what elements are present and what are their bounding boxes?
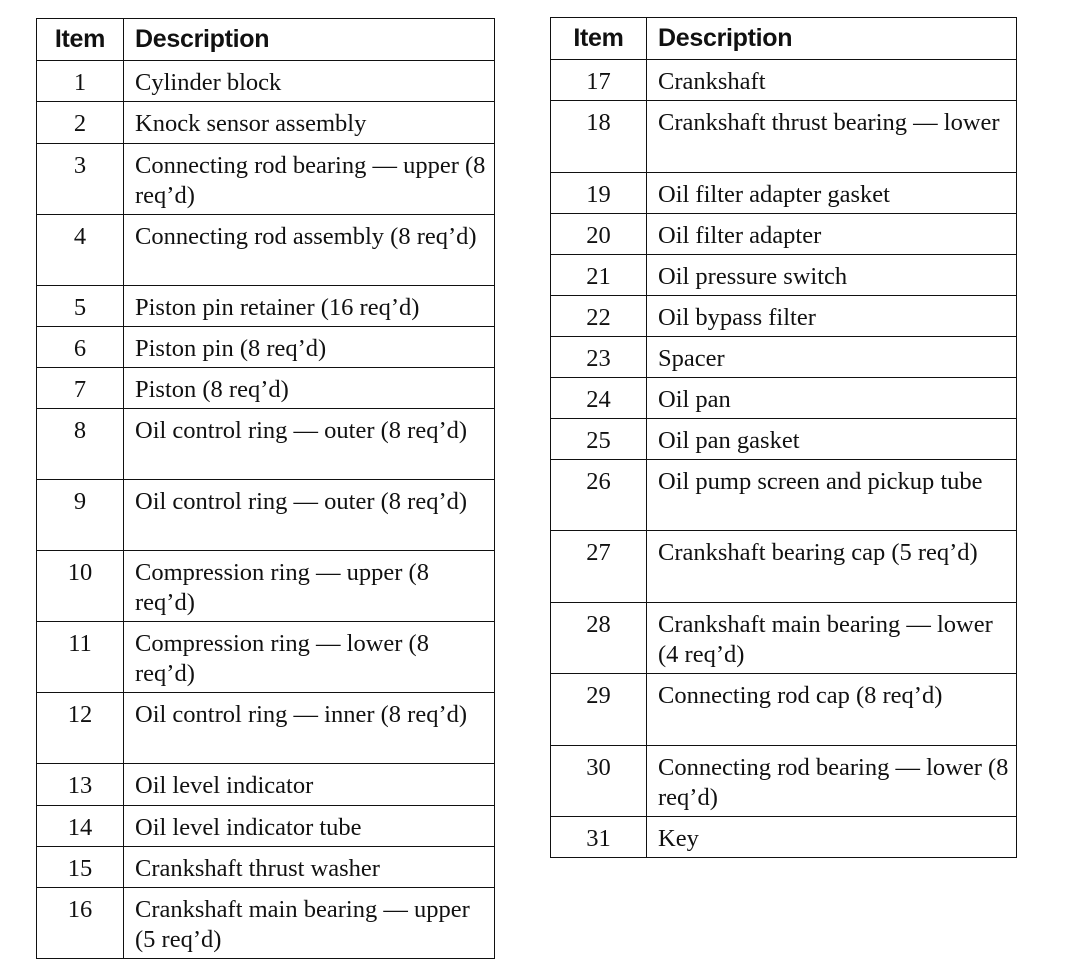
table-row <box>37 693 495 764</box>
item-description: Oil control ring — outer (8 req’d) <box>124 480 495 551</box>
item-description: Compression ring — lower (8 req’d) <box>124 622 495 693</box>
item-number: 12 <box>37 693 124 764</box>
table-row <box>37 214 495 285</box>
table-row <box>551 745 1017 817</box>
header-row <box>551 18 1017 60</box>
item-description: Oil level indicator <box>124 764 495 805</box>
item-description: Oil pressure switch <box>647 254 1017 295</box>
item-number: 24 <box>551 377 647 418</box>
item-number: 11 <box>37 622 124 693</box>
table-row <box>37 888 495 959</box>
item-description: Piston pin (8 req’d) <box>124 326 495 367</box>
item-description: Connecting rod bearing — upper (8 req’d) <box>124 143 495 214</box>
item-description: Piston (8 req’d) <box>124 368 495 409</box>
item-description: Crankshaft main bearing — lower (4 req’d) <box>647 602 1017 674</box>
item-number: 23 <box>551 336 647 377</box>
table-row <box>551 531 1017 603</box>
item-number: 5 <box>37 285 124 326</box>
item-number: 9 <box>37 480 124 551</box>
item-number: 6 <box>37 326 124 367</box>
table-row <box>37 285 495 326</box>
item-description: Crankshaft thrust bearing — lower <box>647 101 1017 173</box>
item-description: Connecting rod assembly (8 req’d) <box>124 214 495 285</box>
item-number: 28 <box>551 602 647 674</box>
table-row <box>37 480 495 551</box>
item-number: 29 <box>551 674 647 746</box>
item-number: 31 <box>551 817 647 858</box>
item-number: 27 <box>551 531 647 603</box>
table-row <box>37 805 495 846</box>
item-description: Piston pin retainer (16 req’d) <box>124 285 495 326</box>
item-description: Spacer <box>647 336 1017 377</box>
table-row <box>37 368 495 409</box>
item-description: Connecting rod cap (8 req’d) <box>647 674 1017 746</box>
item-number: 3 <box>37 143 124 214</box>
table-row <box>551 602 1017 674</box>
item-number: 18 <box>551 101 647 173</box>
table-row <box>37 764 495 805</box>
item-number: 20 <box>551 213 647 254</box>
item-number: 30 <box>551 745 647 817</box>
item-description: Oil level indicator tube <box>124 805 495 846</box>
item-description: Compression ring — upper (8 req’d) <box>124 551 495 622</box>
item-description: Oil filter adapter <box>647 213 1017 254</box>
table-row <box>551 295 1017 336</box>
item-number: 13 <box>37 764 124 805</box>
table-row <box>37 61 495 102</box>
table-row <box>551 336 1017 377</box>
item-description: Connecting rod bearing — lower (8 req’d) <box>647 745 1017 817</box>
item-description: Oil control ring — inner (8 req’d) <box>124 693 495 764</box>
table-row <box>551 418 1017 459</box>
table-row <box>551 459 1017 531</box>
item-description: Cylinder block <box>124 61 495 102</box>
table-row <box>37 551 495 622</box>
item-description: Key <box>647 817 1017 858</box>
item-number: 26 <box>551 459 647 531</box>
item-column-header: Item <box>37 19 124 61</box>
item-number: 1 <box>37 61 124 102</box>
item-description: Oil pan gasket <box>647 418 1017 459</box>
item-number: 21 <box>551 254 647 295</box>
parts-table-left <box>36 18 495 959</box>
description-column-header: Description <box>124 19 495 61</box>
item-description: Crankshaft <box>647 60 1017 101</box>
header-row <box>37 19 495 61</box>
table-row <box>551 817 1017 858</box>
item-description: Knock sensor assembly <box>124 102 495 143</box>
item-number: 16 <box>37 888 124 959</box>
table-row <box>551 213 1017 254</box>
item-description: Oil pan <box>647 377 1017 418</box>
item-number: 2 <box>37 102 124 143</box>
item-number: 25 <box>551 418 647 459</box>
item-number: 15 <box>37 847 124 888</box>
item-description: Crankshaft bearing cap (5 req’d) <box>647 531 1017 603</box>
item-number: 10 <box>37 551 124 622</box>
table-row <box>37 143 495 214</box>
table-row <box>37 847 495 888</box>
item-number: 19 <box>551 172 647 213</box>
item-number: 4 <box>37 214 124 285</box>
item-number: 22 <box>551 295 647 336</box>
item-description: Crankshaft main bearing — upper (5 req’d) <box>124 888 495 959</box>
description-column-header: Description <box>647 18 1017 60</box>
table-row <box>37 102 495 143</box>
item-number: 7 <box>37 368 124 409</box>
item-number: 14 <box>37 805 124 846</box>
table-row <box>37 326 495 367</box>
table-row <box>37 622 495 693</box>
parts-table-right <box>550 17 1017 858</box>
item-description: Crankshaft thrust washer <box>124 847 495 888</box>
item-description: Oil filter adapter gasket <box>647 172 1017 213</box>
table-row <box>551 254 1017 295</box>
table-row <box>551 674 1017 746</box>
item-description: Oil pump screen and pickup tube <box>647 459 1017 531</box>
item-number: 17 <box>551 60 647 101</box>
item-number: 8 <box>37 409 124 480</box>
item-column-header: Item <box>551 18 647 60</box>
table-row <box>551 101 1017 173</box>
item-description: Oil control ring — outer (8 req’d) <box>124 409 495 480</box>
item-description: Oil bypass filter <box>647 295 1017 336</box>
table-row <box>551 377 1017 418</box>
table-row <box>37 409 495 480</box>
table-row <box>551 60 1017 101</box>
table-row <box>551 172 1017 213</box>
